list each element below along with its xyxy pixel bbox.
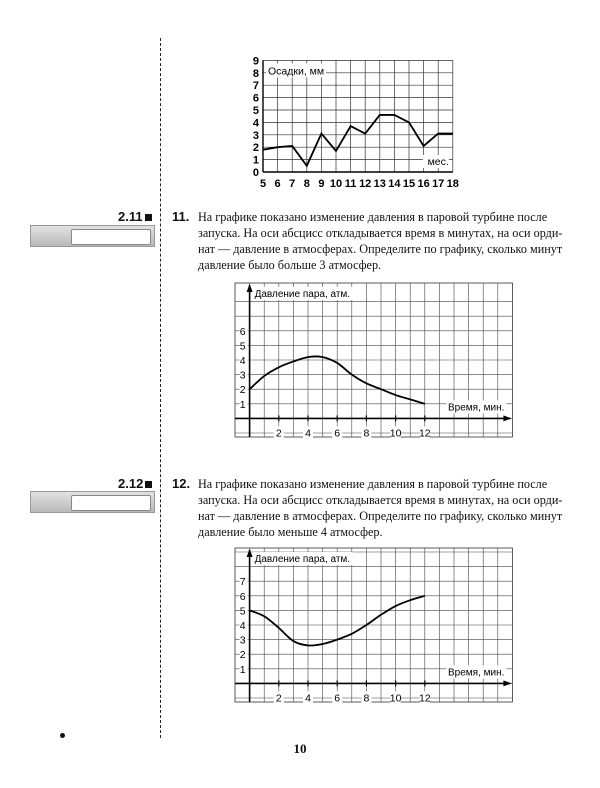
y-tick-label: 3 [239,634,246,647]
page-dot [60,733,65,738]
page-number: 10 [293,741,307,756]
x-tick-label: 10 [389,427,402,440]
x-tick-label: 4 [305,427,311,440]
y-tick-label: 4 [239,620,246,632]
answer-box-2-12[interactable] [71,495,151,511]
task-number-12: 12. [172,476,191,491]
x-tick-label: 2 [275,427,282,440]
y-tick-label: 4 [252,117,259,130]
y-axis-arrow [247,284,253,292]
y-tick-label: 2 [239,384,246,397]
y-axis-arrow [247,549,253,557]
y-tick-label: 6 [252,92,259,105]
x-tick-label: 12 [418,427,431,440]
y-tick-label: 7 [239,576,246,589]
y-tick-label: 5 [252,105,259,117]
y-tick-label: 7 [252,80,259,93]
x-axis-arrow [503,680,511,686]
x-tick-label: 6 [334,427,341,440]
y-tick-label: 3 [252,129,259,142]
y-tick-label: 6 [239,590,246,603]
task-text-12: На графике показано изменение давления в паровой турбине после запуска. На оси абсцисс откладывается время в минутах, на оси орди- нат — давление в атмосферах. Определите по графику, сколько минут давление было меньше 4 атмосфер. [198,477,563,539]
y-tick-label: 4 [239,355,246,367]
y-tick-label: 5 [239,605,246,618]
answer-tag-2-12 [30,491,155,513]
answer-tag-2-11 [30,225,155,247]
y-tick-label: 5 [239,340,246,353]
x-tick-label: 2 [275,692,282,705]
x-axis-label: Время, мин. [447,402,505,414]
x-axis-label: Время, мин. [447,667,505,679]
y-tick-label: 1 [239,398,246,411]
x-tick-label: 12 [359,178,372,190]
pressure-chart-12 [230,543,520,718]
x-tick-label: 16 [417,178,430,190]
x-tick-label: 10 [329,178,343,190]
x-tick-label: 4 [305,692,311,705]
y-tick-label: 8 [252,67,259,80]
pressure-chart-11 [230,278,520,453]
answer-box-2-11[interactable] [71,229,151,245]
x-tick-label: 6 [274,178,281,190]
x-tick-label: 5 [259,178,267,190]
y-tick-label: 3 [239,369,246,382]
task-text-11: На графике показано изменение давления в паровой турбине после запуска. На оси абсцисс откладывается время в минутах, на оси орди- нат — давление в атмосферах. Определите по графику, сколько минут давление было больше 3 атмосфер. [198,210,563,272]
x-tick-label: 13 [373,178,386,190]
x-tick-label: 17 [432,178,445,190]
y-tick-label: 2 [252,142,259,155]
y-tick-label: 2 [239,649,246,662]
x-tick-label: 6 [334,692,341,705]
y-axis-label: Давление пара, атм. [254,554,351,565]
y-axis-label: Давление пара, атм. [254,289,351,300]
y-tick-label: 9 [252,55,259,68]
x-axis-label: мес. [427,156,449,168]
task-id-2-11: 2.11 [118,209,152,224]
x-tick-label: 14 [388,178,401,190]
task-id-2-12: 2.12 [118,476,152,491]
x-axis-arrow [503,415,511,421]
margin-dashed-line [160,38,161,738]
precipitation-chart [250,40,485,190]
x-tick-label: 15 [402,178,416,190]
x-tick-label: 10 [389,692,402,705]
x-tick-label: 18 [446,178,459,190]
y-tick-label: 1 [239,663,246,676]
x-tick-label: 11 [344,178,357,190]
x-tick-label: 7 [289,178,296,190]
task-number-11: 11. [172,209,190,224]
x-tick-label: 8 [303,178,310,190]
y-tick-label: 1 [252,154,259,167]
x-tick-label: 12 [418,692,431,705]
y-tick-label: 0 [252,167,259,179]
x-tick-label: 9 [318,178,325,190]
x-tick-label: 8 [363,692,370,705]
x-tick-label: 8 [363,427,370,440]
y-axis-label: Осадки, мм [268,65,325,78]
y-tick-label: 6 [239,325,246,338]
